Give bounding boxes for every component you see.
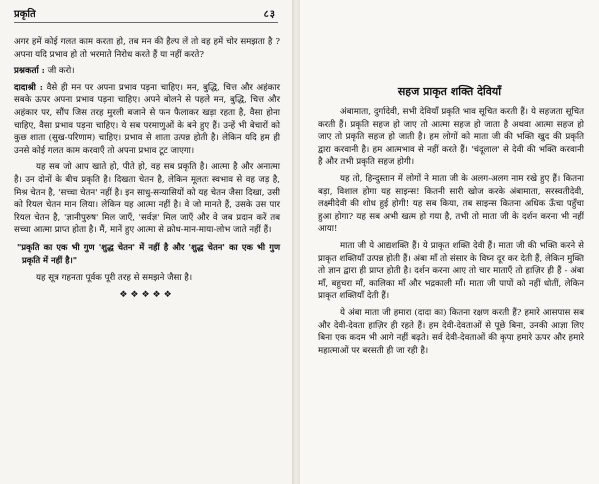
section-title: सहज प्राकृत शक्ति देवियाँ bbox=[397, 85, 502, 98]
speaker-label-questioner: प्रश्नकर्ता : bbox=[14, 66, 45, 77]
dialogue-questioner bbox=[14, 65, 280, 78]
ornament-divider: ❖❖❖❖❖ bbox=[119, 289, 175, 300]
header-rule bbox=[14, 22, 278, 23]
speaker-label-dadashri: दादाश्री : bbox=[14, 82, 43, 93]
paragraph-1: अंबामाता, दुर्गादेवी, सभी देवियाँ प्रकृति भाव सूचित करती हैं। ये सहजता सूचित करती हैं। प्रकृति सहज हो जाए तो आत्मा सहज हो जाता है अथवा आत्मा सहज हो जाए तो प्रकृति सहज हो जाती है। हम लोगों को माता जी की भक्ति खुद की प्रकृति द्वारा करवानी है। हम आत्मभाव से नहीं करते हैं। 'चंदूलाल' से देवी की भक्ति करवानी है और तभी प्रकृति सहज होगी। bbox=[318, 107, 584, 168]
paragraph-3: माता जी ये आद्यशक्ति हैं। ये प्राकृत शक्ति देवी हैं। माता जी की भक्ति करने से प्राकृत शक्तियाँ उत्पन्न होती हैं। अंबा माँ तो संसार के विघ्न दूर कर देती हैं, लेकिन मुक्ति तो ज्ञान द्वारा ही प्राप्त होती है। दर्शन करना आए तो चार माताएँ तो हाज़िर ही हैं - अंबा माँ, बहुचरा माँ, कालिका माँ और भद्रकाली माँ। माता जी पापों को नहीं धोतीं, लेकिन प्राकृत शक्तियाँ देती हैं। bbox=[318, 240, 584, 302]
right-page-body bbox=[318, 106, 584, 361]
book-gutter bbox=[292, 0, 300, 484]
paragraph-intro: अगर हमें कोई गलत काम करता हो, तब मन की हैल्प लें तो वह हमें चोर समझता है ? अपना यदि प्रभाव हो तो भरमाते निरोध करते हैं या नहीं करते? bbox=[14, 37, 280, 60]
dialogue-dadashri bbox=[14, 82, 280, 158]
questioner-text: जी करो। bbox=[47, 66, 75, 77]
right-page bbox=[300, 0, 599, 484]
left-page-body bbox=[14, 36, 280, 301]
dadashri-text: वैसे ही मन पर अपना प्रभाव पड़ना चाहिए। मन, बुद्धि, चित्त और अहंकार सबके ऊपर अपना प्रभाव पड़ना चाहिए। अपने बोलने से पहले मन, बुद्धि, चित्त और अहंकार पर, सौंप जिस तरह मुरली बजाने से फन फैलाकर खड़ा रहता है, वैसा होना चाहिए, वैसा प्रभाव पड़ना चाहिए। ये सब परमाणुओं के बने हुए हैं। उन्हें भी बेचारों को कुछ शाता (सुख-परिणाम) चाहिए। प्रभाव से शाता उत्पन्न होती है। लेकिन यदि हम ही उनसे कोई गलत काम करवाएँ तो अपना प्रभाव टूट जाएगा। bbox=[14, 82, 280, 156]
paragraph-closing: यह सूत्र गहनता पूर्वक पूरी तरह से समझने जैसा है। bbox=[36, 273, 193, 284]
paragraph-body: यह सब जो आप खाते हो, पीते हो, वह सब प्रकृति है। आत्मा है और अनात्मा है। उन दोनों के बीच प्रकृति है। दिखता चेतन है, लेकिन मूलतः स्वभाव से वह जड़ है, मिश्र चेतन है, 'सच्चा चेतन' नहीं है। इन साधु-सन्यासियों को यह चेतन जैसा दिखा, उसी को रियल चेतन मान लिया। लेकिन यह आत्मा नहीं है। वे जो मानते हैं, उसके उस पार रियल चेतन है, 'ज्ञानीपुरुष' मिल जाएँ, 'सर्वज्ञ' मिल जाएँ और वे जब प्रदान करें तब सच्चा आत्मा प्राप्त होता है। मैं, मानें हुए आत्मा से क्रोध-मान-माया-लोभ जाते नहीं हैं। bbox=[14, 162, 280, 236]
pull-quote: "प्रकृति का एक भी गुण 'शुद्ध चेतन' में नहीं है और 'शुद्ध चेतन' का एक भी गुण प्रकृति में नहीं है।" bbox=[17, 241, 280, 265]
paragraph-4: ये अंबा माता जी हमारा (दादा का) कितना रक्षण करती हैं? हमारे आसपास सब और देवी-देवता हाज़िर ही रहते हैं। हम देवी-देवताओं से पूछे बिना, उनकी आज्ञा लिए बिना एक कदम भी आगे नहीं बढ़ते। सर्व देवी-देवताओं की कृपा हमारे ऊपर और हमारे महात्माओं पर बरसती ही जा रही है। bbox=[318, 307, 584, 356]
paragraph-2: यह तो, हिन्दुस्तान में लोगों ने माता जी के अलग-अलग नाम रखे हुए हैं। कितना बड़ा, विशाल होगा यह साइन्स! कितनी सारी खोज करके अंबामाता, सरस्वतीदेवी, लक्ष्मीदेवी की शोध हुई होगी! यह सब किया, तब साइन्स कितना अधिक ऊँचा पहुँचा हुआ होगा? यह सब अभी खत्म हो गया है, तभी तो माता जी के दर्शन करना भी नहीं आया! bbox=[318, 173, 584, 235]
page-number: ८३ bbox=[263, 9, 276, 20]
page-header-title: प्रकृति bbox=[14, 9, 36, 20]
left-page bbox=[0, 0, 292, 484]
